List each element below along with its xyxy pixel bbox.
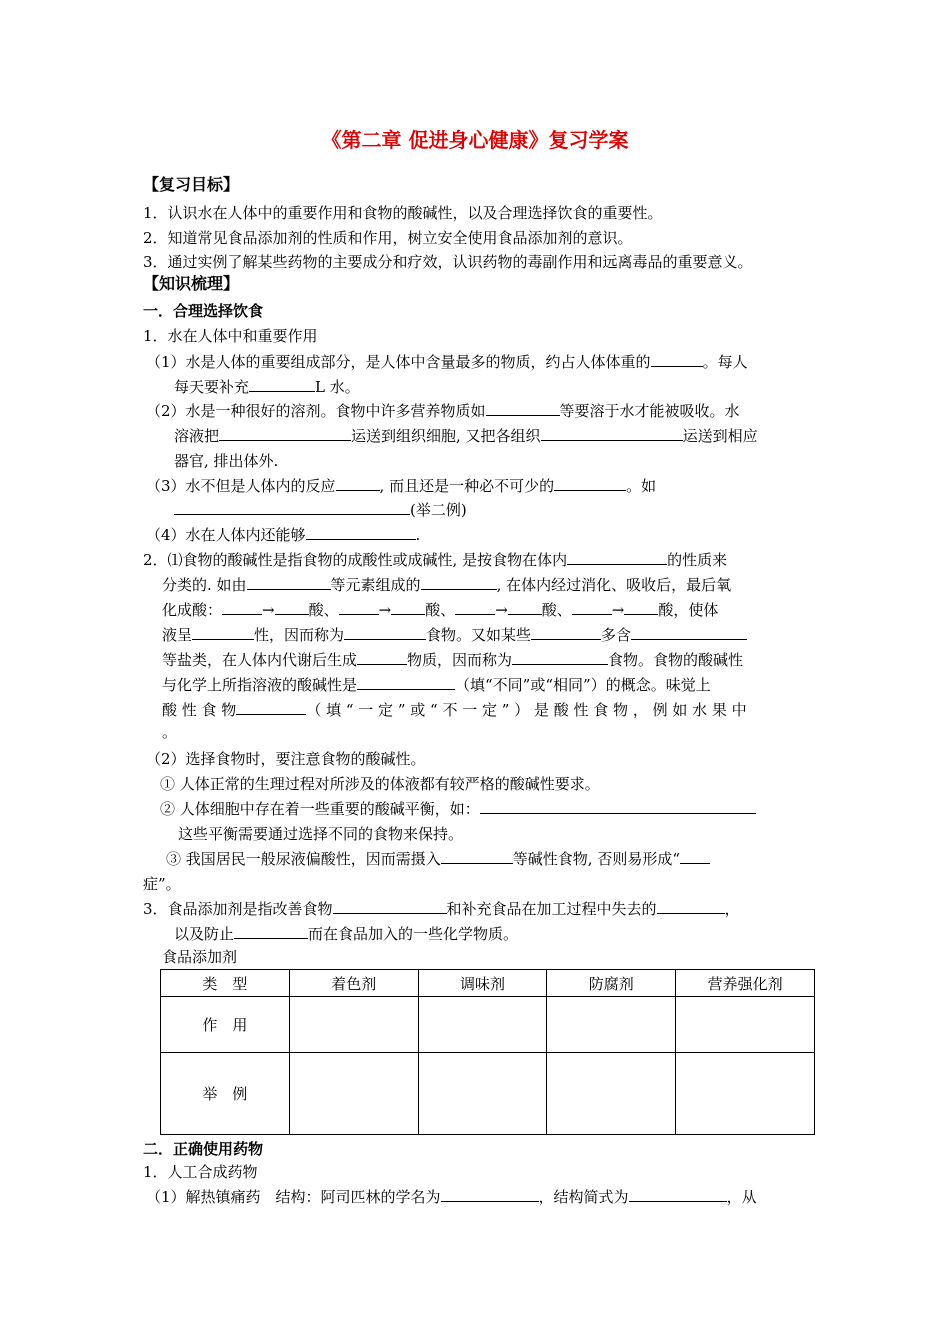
choose-food-item-2 bbox=[160, 799, 756, 819]
answer-cell[interactable] bbox=[547, 997, 676, 1053]
table-row bbox=[161, 997, 815, 1053]
blank[interactable] bbox=[174, 500, 410, 515]
text: 以及防止 bbox=[174, 925, 235, 943]
water-item-1 bbox=[146, 352, 748, 372]
answer-cell[interactable] bbox=[289, 997, 418, 1053]
header-cell: 着色剂 bbox=[289, 970, 418, 997]
blank[interactable] bbox=[234, 924, 308, 939]
choose-food-heading: （2）选择食物时，要注意食物的酸碱性。 bbox=[146, 750, 426, 768]
blank[interactable] bbox=[441, 849, 513, 864]
text: , 而且还是一种必不可少的 bbox=[379, 477, 555, 495]
text: 分类的. 如由 bbox=[162, 576, 247, 594]
text: 等元素组成的 bbox=[330, 576, 421, 594]
water-item-2-cont bbox=[174, 426, 758, 446]
text: 3．食品添加剂是指改善食物 bbox=[143, 900, 333, 918]
additive-line-2 bbox=[174, 924, 518, 944]
acid-base-line-3 bbox=[162, 600, 718, 620]
text: 。每人 bbox=[702, 353, 748, 371]
header-cell: 类 型 bbox=[161, 970, 290, 997]
arrow-icon: → bbox=[495, 601, 508, 619]
text: 酸、 bbox=[541, 601, 572, 619]
goal-item: 3．通过实例了解某些药物的主要成分和疗效，认识药物的毒副作用和远离毒品的重要意义。 bbox=[143, 253, 753, 271]
goal-item: 2．知道常见食品添加剂的性质和作用，树立安全使用食品添加剂的意识。 bbox=[143, 229, 633, 247]
text: L 水。 bbox=[315, 378, 360, 396]
blank[interactable] bbox=[249, 377, 315, 392]
choose-food-item-3-cont: 症”。 bbox=[143, 875, 181, 893]
text: 食物。食物的酸碱性 bbox=[608, 651, 744, 669]
blank[interactable] bbox=[455, 600, 495, 615]
blank[interactable] bbox=[192, 625, 254, 640]
blank[interactable] bbox=[336, 476, 380, 491]
blank[interactable] bbox=[480, 799, 756, 814]
text: 。如 bbox=[626, 477, 657, 495]
text: ③ 我国居民一般尿液偏酸性，因而需摄入 bbox=[166, 850, 441, 868]
acid-base-line-7 bbox=[162, 700, 747, 720]
text: （ 填 “ 一 定 ” 或 “ 不 一 定 ” ） 是 酸 性 食 物 ， 例 如 水 果 中 bbox=[306, 701, 747, 719]
answer-cell[interactable] bbox=[547, 1053, 676, 1135]
water-item-2 bbox=[146, 401, 740, 421]
blank[interactable] bbox=[531, 625, 601, 640]
acid-base-line-5 bbox=[162, 650, 743, 670]
blank[interactable] bbox=[357, 650, 407, 665]
text: （3）水不但是人体内的反应 bbox=[146, 477, 336, 495]
additive-table bbox=[160, 969, 815, 1135]
choose-food-item-1: ① 人体正常的生理过程对所涉及的体液都有较严格的酸碱性要求。 bbox=[160, 775, 600, 793]
blank[interactable] bbox=[391, 600, 425, 615]
row-label: 举 例 bbox=[161, 1053, 290, 1135]
text: 运送到相应 bbox=[682, 427, 758, 445]
drug-item-1 bbox=[146, 1187, 757, 1207]
drug-heading: 1．人工合成药物 bbox=[143, 1163, 258, 1181]
text: ，从 bbox=[726, 1188, 757, 1206]
choose-food-item-3 bbox=[166, 849, 710, 869]
text: （1）水是人体的重要组成部分，是人体中含量最多的物质，约占人体体重的 bbox=[146, 353, 651, 371]
text: 与化学上所指溶液的酸碱性是 bbox=[162, 676, 358, 694]
goal-item: 1．认识水在人体中的重要作用和食物的酸碱性，以及合理选择饮食的重要性。 bbox=[143, 204, 663, 222]
water-item-4 bbox=[146, 525, 420, 545]
blank[interactable] bbox=[624, 600, 658, 615]
answer-cell[interactable] bbox=[676, 1053, 815, 1135]
goals-heading: 【复习目标】 bbox=[143, 175, 240, 194]
text: 每天要补充 bbox=[174, 378, 250, 396]
answer-cell[interactable] bbox=[418, 997, 547, 1053]
header-cell: 防腐剂 bbox=[547, 970, 676, 997]
additive-line-1 bbox=[143, 899, 740, 919]
table-row bbox=[161, 1053, 815, 1135]
blank[interactable] bbox=[275, 600, 309, 615]
table-header-row bbox=[161, 970, 815, 997]
blank[interactable] bbox=[441, 1187, 539, 1202]
text: 酸 性 食 物 bbox=[162, 701, 237, 719]
text: 食物。又如某些 bbox=[426, 626, 532, 644]
choose-food-item-2-cont: 这些平衡需要通过选择不同的食物来保持。 bbox=[178, 825, 464, 843]
answer-cell[interactable] bbox=[418, 1053, 547, 1135]
blank[interactable] bbox=[512, 650, 608, 665]
acid-base-line-2 bbox=[162, 575, 731, 595]
text: 液呈 bbox=[162, 626, 193, 644]
arrow-icon: → bbox=[262, 601, 275, 619]
text: ，结构简式为 bbox=[538, 1188, 629, 1206]
blank[interactable] bbox=[631, 625, 747, 640]
text: （1）解热镇痛药 结构：阿司匹林的学名为 bbox=[146, 1188, 441, 1206]
text: 酸，使体 bbox=[658, 601, 719, 619]
water-item-2-end: 器官, 排出体外. bbox=[174, 452, 279, 470]
text: （填“不同”或“相同”）的概念。味觉上 bbox=[455, 676, 711, 694]
text: ， bbox=[724, 900, 740, 918]
blank[interactable] bbox=[357, 675, 455, 690]
text: 等盐类，在人体内代谢后生成 bbox=[162, 651, 358, 669]
text: 物质，因而称为 bbox=[407, 651, 513, 669]
text: 等碱性食物, 否则易形成“ bbox=[512, 850, 680, 868]
blank[interactable] bbox=[541, 426, 683, 441]
acid-base-line-6 bbox=[162, 675, 711, 695]
acid-base-line-4 bbox=[162, 625, 747, 645]
water-item-3-cont bbox=[174, 500, 467, 520]
part-heading-drugs: 二．正确使用药物 bbox=[143, 1140, 264, 1158]
text: 的性质来 bbox=[667, 551, 728, 569]
acid-base-line-1 bbox=[143, 550, 727, 570]
text: （2）水是一种很好的溶剂。食物中许多营养物质如 bbox=[146, 402, 486, 420]
part-heading-diet: 一．合理选择饮食 bbox=[143, 302, 264, 320]
blank[interactable] bbox=[222, 600, 262, 615]
water-heading: 1．水在人体中和重要作用 bbox=[143, 327, 318, 345]
text: 酸、 bbox=[425, 601, 456, 619]
text: （4）水在人体内还能够 bbox=[146, 526, 306, 544]
blank[interactable] bbox=[236, 700, 306, 715]
blank[interactable] bbox=[219, 426, 351, 441]
text: . bbox=[415, 526, 421, 544]
blank[interactable] bbox=[657, 899, 725, 914]
text: 化成酸： bbox=[162, 601, 223, 619]
blank[interactable] bbox=[651, 352, 703, 367]
knowledge-heading: 【知识梳理】 bbox=[143, 274, 240, 293]
text: (举二例) bbox=[410, 501, 467, 519]
arrow-icon: → bbox=[611, 601, 625, 619]
arrow-icon: → bbox=[378, 601, 392, 619]
blank[interactable] bbox=[680, 849, 710, 864]
text: 溶液把 bbox=[174, 427, 220, 445]
text: , 在体内经过消化、吸收后，最后氧 bbox=[496, 576, 732, 594]
answer-cell[interactable] bbox=[289, 1053, 418, 1135]
blank[interactable] bbox=[486, 401, 560, 416]
text: 性，因而称为 bbox=[254, 626, 345, 644]
row-label: 作 用 bbox=[161, 997, 290, 1053]
water-item-1-cont bbox=[174, 377, 360, 397]
page-title: 《第二章 促进身心健康》复习学案 bbox=[321, 128, 629, 152]
water-item-3 bbox=[146, 476, 656, 496]
blank[interactable] bbox=[508, 600, 542, 615]
text: 酸、 bbox=[308, 601, 339, 619]
answer-cell[interactable] bbox=[676, 997, 815, 1053]
table-caption: 食品添加剂 bbox=[162, 948, 238, 966]
blank[interactable] bbox=[339, 600, 379, 615]
text: 和补充食品在加工过程中失去的 bbox=[446, 900, 657, 918]
blank[interactable] bbox=[567, 550, 667, 565]
blank[interactable] bbox=[344, 625, 426, 640]
blank[interactable] bbox=[333, 899, 447, 914]
blank[interactable] bbox=[629, 1187, 727, 1202]
acid-base-line-8: 。 bbox=[162, 723, 178, 741]
blank[interactable] bbox=[306, 525, 416, 540]
text: ② 人体细胞中存在着一些重要的酸碱平衡，如： bbox=[160, 800, 480, 818]
text: 运送到组织细胞, 又把各组织 bbox=[351, 427, 541, 445]
header-cell: 营养强化剂 bbox=[676, 970, 815, 997]
blank[interactable] bbox=[572, 600, 612, 615]
header-cell: 调味剂 bbox=[418, 970, 547, 997]
text: 而在食品加入的一些化学物质。 bbox=[308, 925, 519, 943]
text: 2．⑴食物的酸碱性是指食物的成酸性或成碱性, 是按食物在体内 bbox=[143, 551, 568, 569]
blank[interactable] bbox=[247, 575, 331, 590]
blank[interactable] bbox=[554, 476, 626, 491]
text: 多含 bbox=[601, 626, 632, 644]
blank[interactable] bbox=[421, 575, 497, 590]
text: 等要溶于水才能被吸收。水 bbox=[559, 402, 740, 420]
